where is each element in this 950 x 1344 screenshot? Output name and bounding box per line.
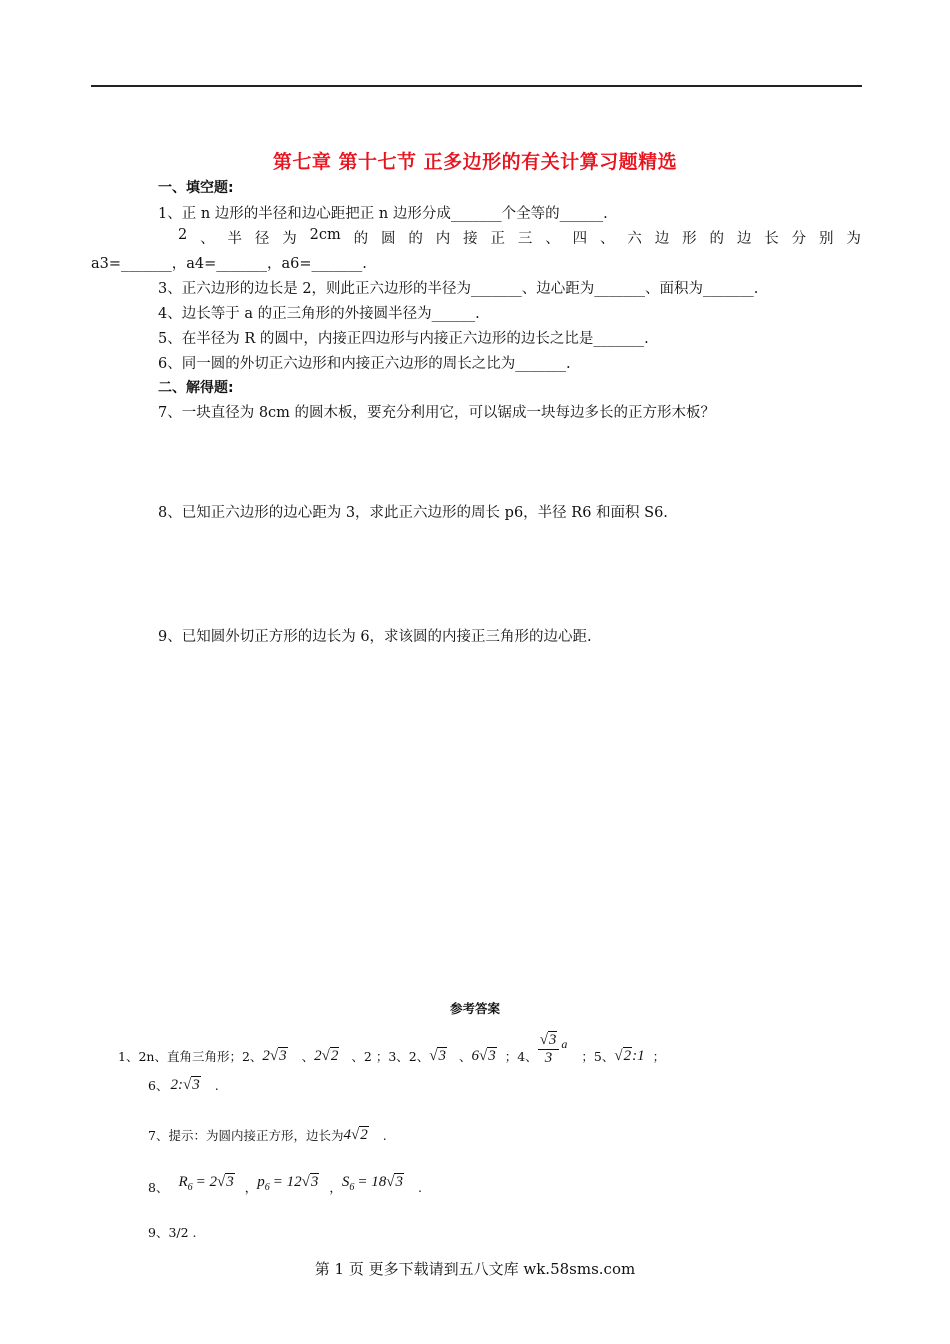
answer-8-label: 8、 [148, 1180, 169, 1195]
radicand: 2 [330, 1047, 339, 1064]
q2-token: 2cm [309, 227, 341, 243]
question-6: 6、同一圆的外切正六边形和内接正六边形的周长之比为_______. [158, 356, 571, 372]
q2-token: 2 [178, 227, 188, 243]
radical-coef: 6 [471, 1047, 479, 1064]
radicand: 3 [438, 1047, 446, 1064]
q2-token: 分 [791, 231, 807, 247]
separator: 、 [458, 1049, 472, 1064]
radicand: 3 [192, 1076, 200, 1093]
question-9: 9、已知圆外切正方形的边长为 6，求该圆的内接正三角形的边心距. [158, 629, 592, 645]
header-rule [91, 85, 862, 87]
separator: 、 [301, 1049, 315, 1064]
q2-token: 圆 [380, 231, 396, 247]
sqrt-symbol: √3 [269, 1047, 287, 1064]
radicand: 2 [623, 1047, 632, 1064]
separator: 、2 ；3、2、 [351, 1049, 430, 1064]
answer-7 [148, 1126, 387, 1144]
sqrt-symbol: √2 [321, 1047, 339, 1064]
eq-var: p [257, 1173, 265, 1190]
separator: ；4、 [504, 1049, 538, 1064]
question-7: 7、一块直径为 8cm 的圆木板，要充分利用它，可以锯成一块每边多长的正方形木板？ [158, 405, 716, 421]
sqrt-symbol: √3 [386, 1173, 403, 1190]
q2-token: 的 [353, 231, 369, 247]
radical-coef: 2 [314, 1047, 322, 1064]
ratio-tail: :1 [632, 1047, 645, 1064]
q2-token: 径 [254, 231, 270, 247]
sqrt-symbol: √3 [182, 1076, 200, 1093]
q2-token: 为 [282, 231, 297, 247]
q2-token: 内 [435, 231, 451, 247]
q2-token: 形 [682, 231, 697, 247]
fraction [538, 1032, 560, 1066]
q2-token: 、 [545, 231, 560, 247]
question-4: 4、边长等于 a 的正三角形的外接圆半径为______. [158, 306, 480, 322]
q2-token: 接 [463, 231, 478, 247]
radicand: 3 [395, 1173, 403, 1190]
separator: ， [329, 1180, 342, 1195]
eq-var: R [178, 1173, 188, 1190]
q2-token: 长 [764, 231, 779, 247]
separator: ， [244, 1180, 258, 1195]
q2-token: 、 [200, 231, 215, 247]
answers-title: 参考答案 [449, 1001, 500, 1016]
question-5: 5、在半径为 R 的圆中，内接正四边形与内接正六边形的边长之比是_______. [158, 331, 649, 347]
separator: ；5、 [581, 1049, 615, 1064]
eq-sub: 6 [264, 1181, 270, 1193]
eq-sub: 6 [349, 1181, 355, 1193]
sqrt-symbol: √2 [614, 1047, 632, 1064]
ratio-expr [170, 1077, 200, 1094]
page-footer: 第 1 页 更多下载请到五八文库 wk.58sms.com [314, 1260, 636, 1278]
sqrt-symbol: √3 [479, 1047, 496, 1064]
radicand: 3 [279, 1047, 287, 1064]
radicand: 3 [310, 1173, 319, 1190]
separator: ； [652, 1049, 666, 1064]
answer-1 [118, 1032, 666, 1066]
q2-token: 边 [736, 231, 752, 247]
q2-token: 半 [227, 231, 242, 247]
sqrt-symbol: √3 [429, 1047, 446, 1064]
section-solve-heading: 二、解得题: [158, 380, 234, 396]
radical-coef: 2 [262, 1047, 270, 1064]
separator: . [382, 1127, 387, 1143]
answer-8 [148, 1173, 422, 1196]
q2-token: 边 [654, 231, 670, 247]
radical-expr [262, 1048, 287, 1065]
radical-expr [429, 1048, 447, 1065]
ratio-head: 2: [170, 1076, 183, 1093]
fraction-variable: a [561, 1036, 568, 1051]
radicand: 3 [226, 1173, 234, 1190]
fraction-numerator [538, 1032, 560, 1050]
page-title: 第七章 第十七节 正多边形的有关计算习题精选 [272, 151, 678, 173]
section-fill-heading: 一、填空题: [158, 180, 234, 196]
eq-rhs: = 2 [195, 1173, 217, 1190]
eq-rhs: = 12 [272, 1173, 302, 1190]
eq-sub: 6 [187, 1181, 193, 1193]
q2-token: 、 [599, 231, 615, 247]
q2-token: 的 [408, 231, 423, 247]
question-8: 8、已知正六边形的边心距为 3，求此正六边形的周长 p6，半径 R6 和面积 S6. [158, 505, 668, 521]
radical-coef: 4 [343, 1126, 351, 1143]
separator: . [214, 1077, 219, 1093]
fraction-expr [538, 1032, 568, 1066]
sqrt-symbol: √3 [539, 1032, 557, 1048]
answer-6-label: 6、 [148, 1078, 169, 1093]
q2-token: 为 [846, 231, 861, 247]
sqrt-symbol: √2 [350, 1126, 368, 1143]
question-2-line1 [178, 227, 861, 248]
eq-var: S [341, 1173, 350, 1190]
equation-p6 [257, 1174, 319, 1193]
equation-r6 [178, 1174, 234, 1193]
sqrt-symbol: √3 [301, 1173, 319, 1190]
radicand: 3 [488, 1047, 496, 1064]
q2-token: 的 [709, 231, 724, 247]
q2-token: 三 [517, 231, 533, 247]
radical-expr [314, 1048, 339, 1065]
q2-token: 六 [627, 231, 642, 247]
radical-expr [472, 1048, 497, 1065]
ratio-expr [614, 1048, 644, 1065]
eq-rhs: = 18 [357, 1173, 387, 1190]
question-3: 3、正六边形的边长是 2，则此正六边形的半径为_______、边心距为_______、面积为_______. [158, 281, 759, 297]
q2-token: 正 [490, 231, 505, 247]
answer-9: 9、3/2 . [148, 1225, 197, 1240]
sqrt-symbol: √3 [217, 1173, 234, 1190]
answer-6 [148, 1076, 219, 1094]
equation-s6 [342, 1174, 404, 1193]
question-1: 1、正 n 边形的半径和边心距把正 n 边形分成_______个全等的______. [158, 206, 608, 222]
radicand: 2 [360, 1126, 368, 1143]
q2-token: 别 [818, 231, 834, 247]
radicand: 3 [548, 1032, 557, 1048]
radical-expr [343, 1127, 368, 1144]
fraction-denominator: 3 [544, 1049, 553, 1066]
q2-token: 四 [572, 231, 588, 247]
answer-1-prefix: 1、2n、直角三角形；2、 [118, 1049, 263, 1064]
answer-7-text: 7、提示：为圆内接正方形，边长为 [148, 1128, 344, 1143]
question-2-line2: a3=_______，a4=_______，a6=_______. [91, 256, 367, 272]
separator: . [417, 1179, 422, 1195]
